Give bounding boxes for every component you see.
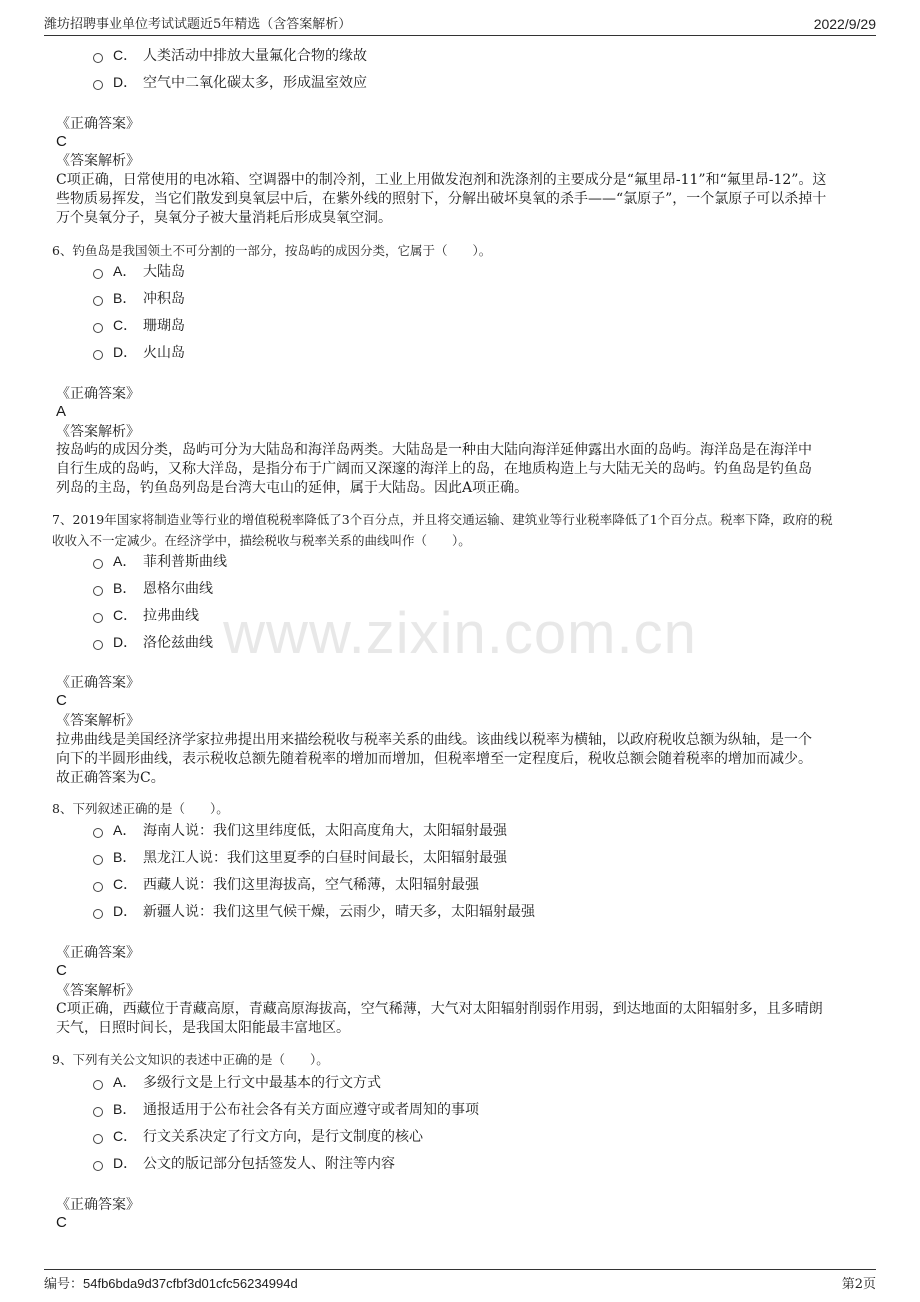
radio-icon[interactable] bbox=[93, 1080, 103, 1090]
answer-label: 《正确答案》 bbox=[56, 1197, 140, 1213]
option-c[interactable]: C． 行文关系决定了行文方向，是行文制度的核心 bbox=[93, 1125, 423, 1147]
option-d[interactable]: D． 空气中二氧化碳太多，形成温室效应 bbox=[93, 71, 367, 93]
analysis-text: C项正确，日常使用的电冰箱、空调器中的制冷剂，工业上用做发泡剂和洗涤剂的主要成分是“氟里昂-11”和“氟里昂-12”。这 些物质易挥发，当它们散发到臭氧层中后，在紫外线的照射下，分解出破坏臭氧的杀手——“氯原子”，一个氯原子可以杀掉十 万个臭氧分子，臭氧分子被大量消耗后形成臭氧空洞。 bbox=[56, 172, 827, 226]
option-b[interactable]: B． 恩格尔曲线 bbox=[93, 577, 213, 599]
radio-icon[interactable] bbox=[93, 269, 103, 279]
option-d[interactable]: D． 洛伦兹曲线 bbox=[93, 631, 213, 653]
option-b[interactable]: B． 通报适用于公布社会各有关方面应遵守或者周知的事项 bbox=[93, 1098, 479, 1120]
analysis-text: 按岛屿的成因分类，岛屿可分为大陆岛和海洋岛两类。大陆岛是一种由大陆向海洋延伸露出水面的岛屿。海洋岛是在海洋中 自行生成的岛屿，又称大洋岛，是指分布于广阔而又深邃的海洋上的岛，在地质构造上与大陆无关的岛屿。钓鱼岛是钓鱼岛 列岛的主岛，钓鱼岛列岛是台湾大屯山的延伸，属于大陆岛。因此A项正确。 bbox=[56, 442, 812, 496]
option-d[interactable]: D． 新疆人说：我们这里气候干燥，云雨少，晴天多，太阳辐射最强 bbox=[93, 900, 535, 922]
page-header bbox=[44, 10, 876, 36]
radio-icon[interactable] bbox=[93, 640, 103, 650]
analysis-label: 《答案解析》 bbox=[56, 424, 140, 440]
analysis-text: 拉弗曲线是美国经济学家拉弗提出用来描绘税收与税率关系的曲线。该曲线以税率为横轴，以政府税收总额为纵轴，是一个 向下的半圆形曲线，表示税收总额先随着税率的增加而增加，但税率增至一定程度后，税收总额会随着税率的增加而减少。 故正确答案为C。 bbox=[56, 732, 812, 786]
option-c[interactable]: C． 西藏人说：我们这里海拔高，空气稀薄，太阳辐射最强 bbox=[93, 873, 479, 895]
answer-value: A bbox=[56, 403, 67, 420]
answer-value: C bbox=[56, 962, 67, 979]
page-footer bbox=[44, 1269, 876, 1295]
option-a[interactable]: A． 大陆岛 bbox=[93, 260, 185, 282]
radio-icon[interactable] bbox=[93, 828, 103, 838]
answer-label: 《正确答案》 bbox=[56, 116, 140, 132]
radio-icon[interactable] bbox=[93, 80, 103, 90]
radio-icon[interactable] bbox=[93, 1134, 103, 1144]
answer-value: C bbox=[56, 133, 67, 150]
option-a[interactable]: A． 多级行文是上行文中最基本的行文方式 bbox=[93, 1071, 381, 1093]
radio-icon[interactable] bbox=[93, 53, 103, 63]
analysis-label: 《答案解析》 bbox=[56, 983, 140, 999]
document-code: 编号：54fb6bda9d37cfbf3d01cfc56234994d bbox=[44, 1276, 298, 1291]
analysis-text: C项正确，西藏位于青藏高原，青藏高原海拔高，空气稀薄，大气对太阳辐射削弱作用弱，到达地面的太阳辐射多，且多晴朗 天气，日照时间长，是我国太阳能最丰富地区。 bbox=[56, 1001, 823, 1036]
radio-icon[interactable] bbox=[93, 586, 103, 596]
option-c[interactable]: C． 珊瑚岛 bbox=[93, 314, 185, 336]
option-c[interactable]: C． 拉弗曲线 bbox=[93, 604, 199, 626]
option-b[interactable]: B． 冲积岛 bbox=[93, 287, 185, 309]
document-title: 潍坊招聘事业单位考试试题近5年精选（含答案解析） bbox=[44, 17, 352, 32]
question-9: 9、下列有关公文知识的表述中正确的是（ ）。 bbox=[52, 1052, 329, 1067]
option-a[interactable]: A． 海南人说：我们这里纬度低，太阳高度角大，太阳辐射最强 bbox=[93, 819, 507, 841]
radio-icon[interactable] bbox=[93, 613, 103, 623]
option-d[interactable]: D． 火山岛 bbox=[93, 341, 185, 363]
option-b[interactable]: B． 黑龙江人说：我们这里夏季的白昼时间最长，太阳辐射最强 bbox=[93, 846, 507, 868]
answer-label: 《正确答案》 bbox=[56, 386, 140, 402]
radio-icon[interactable] bbox=[93, 559, 103, 569]
question-8: 8、下列叙述正确的是（ ）。 bbox=[52, 801, 229, 816]
answer-value: C bbox=[56, 1214, 67, 1231]
radio-icon[interactable] bbox=[93, 296, 103, 306]
watermark: www.zixin.com.cn bbox=[223, 601, 697, 666]
question-7: 7、2019年国家将制造业等行业的增值税税率降低了3个百分点，并且将交通运输、建筑业等行业税率降低了1个百分点。税率下降，政府的税 收收入不一定减少。在经济学中，描绘税收与税率关系的曲线叫作（ ）。 bbox=[52, 512, 833, 548]
radio-icon[interactable] bbox=[93, 855, 103, 865]
analysis-label: 《答案解析》 bbox=[56, 713, 140, 729]
radio-icon[interactable] bbox=[93, 1161, 103, 1171]
radio-icon[interactable] bbox=[93, 1107, 103, 1117]
radio-icon[interactable] bbox=[93, 882, 103, 892]
radio-icon[interactable] bbox=[93, 909, 103, 919]
page-number: 第2页 bbox=[841, 1277, 876, 1292]
question-6: 6、钓鱼岛是我国领土不可分割的一部分，按岛屿的成因分类，它属于（ ）。 bbox=[52, 243, 492, 258]
answer-label: 《正确答案》 bbox=[56, 945, 140, 961]
radio-icon[interactable] bbox=[93, 323, 103, 333]
analysis-label: 《答案解析》 bbox=[56, 153, 140, 169]
option-c[interactable]: C． 人类活动中排放大量氟化合物的缘故 bbox=[93, 44, 367, 66]
option-a[interactable]: A． 菲利普斯曲线 bbox=[93, 550, 227, 572]
answer-label: 《正确答案》 bbox=[56, 675, 140, 691]
document-date: 2022/9/29 bbox=[813, 16, 876, 32]
answer-value: C bbox=[56, 692, 67, 709]
radio-icon[interactable] bbox=[93, 350, 103, 360]
option-d[interactable]: D． 公文的版记部分包括签发人、附注等内容 bbox=[93, 1152, 395, 1174]
